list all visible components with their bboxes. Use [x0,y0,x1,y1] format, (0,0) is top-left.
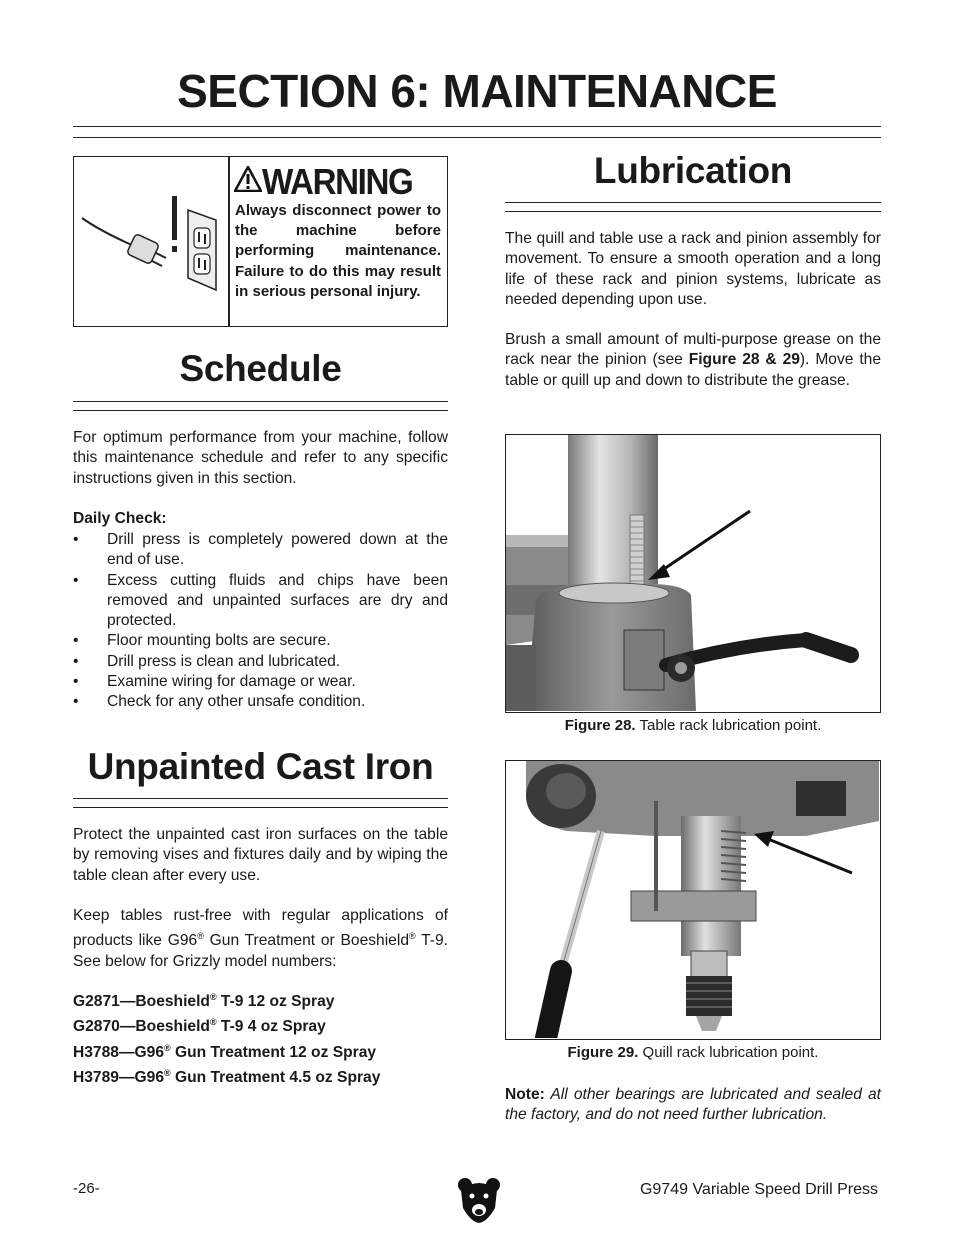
warning-divider [228,157,230,326]
schedule-intro: For optimum performance from your machine, follow this maintenance schedule and refer to any specific instructions given in this section. [73,429,448,487]
page-number: -26- [73,1180,100,1197]
figure-28-image [505,434,881,713]
product-item: H3788—G96® Gun Treatment 12 oz Spray [73,1042,377,1062]
list-item: • Excess cutting fluids and chips have been removed and unpainted surfaces are dry and protected. [73,571,448,632]
cast-iron-p2: Keep tables rust-free with regular applications of products like G96® Gun Treatment or Boeshield® T-9. See below for Grizzly model numbers: [73,907,448,970]
table-rack-photo [506,435,879,711]
list-item: • Drill press is clean and lubricated. [73,652,448,672]
title-rule-bottom [73,137,881,138]
lubrication-rule-bottom [505,211,881,212]
figure-29-caption: Figure 29. Quill rack lubrication point. [567,1044,819,1061]
title-rule-top [73,126,881,127]
cast-iron-heading: Unpainted Cast Iron [87,746,434,787]
lubrication-note: Note: All other bearings are lubricated and sealed at the factory, and do not need further lubrication. [505,1086,881,1124]
product-item: G2870—Boeshield® T-9 4 oz Spray [73,1017,326,1036]
product-item: G2871—Boeshield® T-9 12 oz Spray [73,992,335,1011]
product-item: H3789—G96® Gun Treatment 4.5 oz Spray [73,1068,381,1087]
daily-check-list [73,530,448,713]
lubrication-p1: The quill and table use a rack and pinion assembly for movement. To ensure a smooth operation and a long life of these rack and pinion systems, lubricate as needed depending upon use. [505,230,881,308]
warning-label: WARNING [262,161,413,202]
figure-28-caption: Figure 28. Table rack lubrication point. [564,717,822,734]
warning-box [73,156,448,327]
list-item: • Drill press is completely powered down at the end of use. [73,530,448,571]
list-item: • Examine wiring for damage or wear. [73,672,448,692]
cast-iron-p1: Protect the unpainted cast iron surfaces on the table by removing vises and fixtures daily and by wiping the table clean after every use. [73,826,448,884]
cast-iron-rule-bottom [73,807,448,808]
lubrication-p2: Brush a small amount of multi-purpose grease on the rack near the pinion (see Figure 28 & 29). Move the table or quill up and down to distribute the grease. [505,331,882,389]
page-title: SECTION 6: MAINTENANCE [177,65,777,117]
lubrication-rule-top [505,202,881,203]
daily-check-label: Daily Check: [73,510,167,527]
quill-rack-photo [506,761,879,1038]
schedule-rule-bottom [73,410,448,411]
list-item: • Check for any other unsafe condition. [73,692,448,712]
warning-triangle-icon [234,166,262,192]
lubrication-heading: Lubrication [593,150,793,191]
product-list [73,987,448,1089]
list-item: • Floor mounting bolts are secure. [73,631,448,651]
plug-outlet-icon [76,158,226,326]
warning-text: Always disconnect power to the machine before performing maintenance. Failure to do this may result in serious personal injury. [235,202,441,300]
grizzly-bear-logo-icon [455,1176,503,1224]
figure-29-image [505,760,881,1040]
footer-model: G9749 Variable Speed Drill Press [639,1181,878,1198]
schedule-heading: Schedule [179,348,342,389]
cast-iron-rule-top [73,798,448,799]
schedule-rule-top [73,401,448,402]
